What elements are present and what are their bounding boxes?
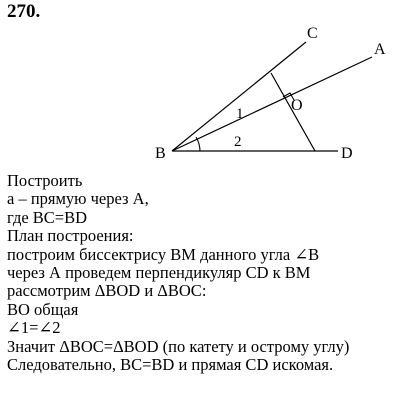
geometry-figure: [0, 0, 409, 172]
solution-line: ВО общая: [7, 299, 79, 319]
solution-line: где ВС=BD: [7, 207, 88, 227]
label-b: B: [155, 145, 166, 162]
label-c: C: [307, 25, 318, 42]
solution-line: Построить: [7, 171, 83, 190]
label-angle-2: 2: [234, 134, 242, 150]
problem-number: 270.: [7, 1, 41, 22]
solution-line: Значит ΔBOC=ΔBOD (по катету и острому углу): [7, 336, 350, 356]
label-angle-1: 1: [236, 106, 244, 122]
label-a: A: [374, 41, 386, 58]
solution-line: а – прямую через А,: [7, 189, 149, 209]
solution-line: рассмотрим ΔBOD и ΔBOC:: [7, 281, 207, 301]
solution-line: ∠1=∠2: [7, 318, 61, 338]
solution-text: [7, 172, 349, 374]
label-o: O: [291, 97, 303, 114]
solution-line: Следовательно, BC=BD и прямая CD искомая.: [7, 355, 334, 375]
ray-ba: [172, 57, 372, 151]
solution-line: через А проведем перпендикуляр CD к ВМ: [7, 263, 311, 283]
solution-line: построим биссектрису ВМ данного угла ∠B: [7, 244, 320, 264]
solution-line: План построения:: [7, 226, 134, 246]
label-d: D: [341, 145, 353, 162]
